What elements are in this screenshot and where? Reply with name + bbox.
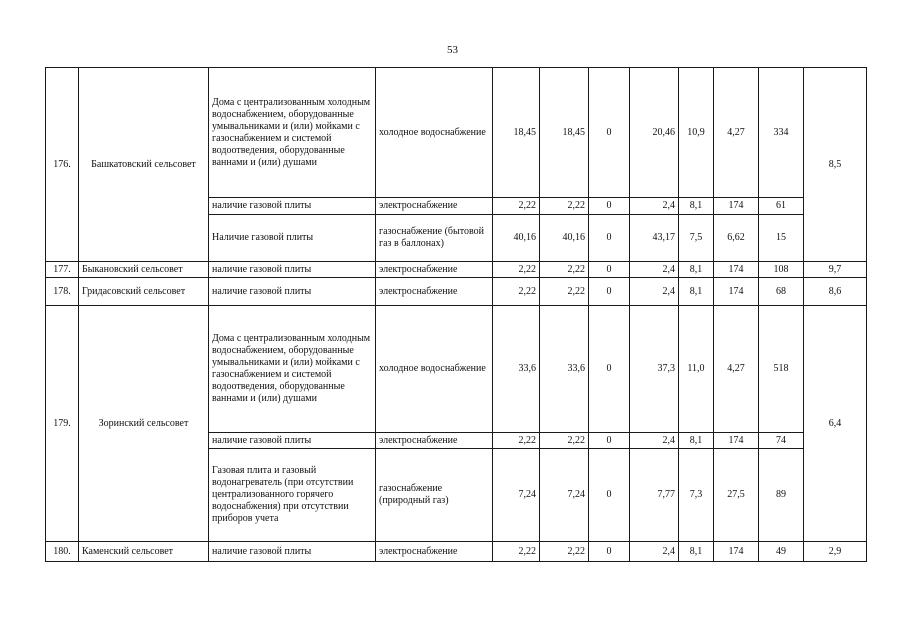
value-cell: 0 xyxy=(589,278,630,306)
value-cell: 2,22 xyxy=(493,198,540,215)
table-row xyxy=(46,542,867,562)
value-cell: 0 xyxy=(589,449,630,542)
table-row xyxy=(46,278,867,306)
value-cell: 0 xyxy=(589,68,630,198)
total-cell: 9,7 xyxy=(804,262,867,278)
total-cell: 2,9 xyxy=(804,542,867,562)
page-number: 53 xyxy=(447,44,458,56)
value-cell: 8,1 xyxy=(679,278,714,306)
condition-cell: Наличие газовой плиты xyxy=(209,215,376,262)
value-cell: 174 xyxy=(714,198,759,215)
value-cell: 334 xyxy=(759,68,804,198)
value-cell: 108 xyxy=(759,262,804,278)
condition-cell: наличие газовой плиты xyxy=(209,542,376,562)
value-cell: 174 xyxy=(714,542,759,562)
settlement-name: Зоринский сельсовет xyxy=(79,306,209,542)
service-cell: электроснабжение xyxy=(376,198,493,215)
table-row xyxy=(46,68,867,198)
value-cell: 2,22 xyxy=(493,262,540,278)
value-cell: 18,45 xyxy=(493,68,540,198)
value-cell: 10,9 xyxy=(679,68,714,198)
condition-cell: Дома с централизованным холодным водоснабжением, оборудованные умывальниками и (или) мойками с газоснабжением и системой водоотведения, оборудованные ваннами и (или) душами xyxy=(209,306,376,433)
settlement-name: Каменский сельсовет xyxy=(79,542,209,562)
condition-cell: наличие газовой плиты xyxy=(209,433,376,449)
value-cell: 27,5 xyxy=(714,449,759,542)
value-cell: 0 xyxy=(589,262,630,278)
value-cell: 20,46 xyxy=(630,68,679,198)
value-cell: 2,22 xyxy=(493,542,540,562)
service-cell: газоснабжение (природный газ) xyxy=(376,449,493,542)
value-cell: 6,62 xyxy=(714,215,759,262)
value-cell: 2,22 xyxy=(493,433,540,449)
value-cell: 74 xyxy=(759,433,804,449)
value-cell: 518 xyxy=(759,306,804,433)
value-cell: 43,17 xyxy=(630,215,679,262)
value-cell: 0 xyxy=(589,433,630,449)
value-cell: 2,22 xyxy=(540,278,589,306)
value-cell: 7,24 xyxy=(493,449,540,542)
value-cell: 8,1 xyxy=(679,433,714,449)
row-number: 176. xyxy=(46,68,79,262)
settlement-name: Башкатовский сельсовет xyxy=(79,68,209,262)
value-cell: 2,4 xyxy=(630,262,679,278)
value-cell: 33,6 xyxy=(540,306,589,433)
condition-cell: наличие газовой плиты xyxy=(209,262,376,278)
value-cell: 8,1 xyxy=(679,262,714,278)
condition-cell: Дома с централизованным холодным водоснабжением, оборудованные умывальниками и (или) мойками с газоснабжением и системой водоотведения, оборудованные ваннами и (или) душами xyxy=(209,68,376,198)
value-cell: 18,45 xyxy=(540,68,589,198)
value-cell: 0 xyxy=(589,198,630,215)
table-row xyxy=(46,306,867,433)
row-number: 179. xyxy=(46,306,79,542)
value-cell: 68 xyxy=(759,278,804,306)
value-cell: 89 xyxy=(759,449,804,542)
value-cell: 11,0 xyxy=(679,306,714,433)
settlement-name: Гридасовский сельсовет xyxy=(79,278,209,306)
value-cell: 2,4 xyxy=(630,542,679,562)
value-cell: 0 xyxy=(589,542,630,562)
value-cell: 37,3 xyxy=(630,306,679,433)
value-cell: 8,1 xyxy=(679,198,714,215)
value-cell: 0 xyxy=(589,215,630,262)
service-cell: электроснабжение xyxy=(376,278,493,306)
service-cell: электроснабжение xyxy=(376,262,493,278)
service-cell: электроснабжение xyxy=(376,433,493,449)
value-cell: 33,6 xyxy=(493,306,540,433)
row-number: 177. xyxy=(46,262,79,278)
value-cell: 49 xyxy=(759,542,804,562)
value-cell: 2,22 xyxy=(540,542,589,562)
condition-cell: Газовая плита и газовый водонагреватель (при отсутствии централизованного горячего водоснабжения) при отсутствии приборов учета xyxy=(209,449,376,542)
tariff-table xyxy=(45,67,867,562)
value-cell: 7,3 xyxy=(679,449,714,542)
value-cell: 7,24 xyxy=(540,449,589,542)
value-cell: 0 xyxy=(589,306,630,433)
value-cell: 2,4 xyxy=(630,278,679,306)
value-cell: 2,4 xyxy=(630,198,679,215)
condition-cell: наличие газовой плиты xyxy=(209,278,376,306)
value-cell: 174 xyxy=(714,262,759,278)
condition-cell: наличие газовой плиты xyxy=(209,198,376,215)
value-cell: 2,22 xyxy=(540,262,589,278)
total-cell: 6,4 xyxy=(804,306,867,542)
value-cell: 7,5 xyxy=(679,215,714,262)
value-cell: 15 xyxy=(759,215,804,262)
row-number: 180. xyxy=(46,542,79,562)
value-cell: 4,27 xyxy=(714,68,759,198)
service-cell: электроснабжение xyxy=(376,542,493,562)
service-cell: газоснабжение (бытовой газ в баллонах) xyxy=(376,215,493,262)
value-cell: 2,22 xyxy=(540,198,589,215)
value-cell: 2,22 xyxy=(493,278,540,306)
value-cell: 61 xyxy=(759,198,804,215)
service-cell: холодное водоснабжение xyxy=(376,306,493,433)
row-number: 178. xyxy=(46,278,79,306)
value-cell: 174 xyxy=(714,278,759,306)
total-cell: 8,5 xyxy=(804,68,867,262)
service-cell: холодное водоснабжение xyxy=(376,68,493,198)
total-cell: 8,6 xyxy=(804,278,867,306)
settlement-name: Быкановский сельсовет xyxy=(79,262,209,278)
value-cell: 40,16 xyxy=(540,215,589,262)
value-cell: 40,16 xyxy=(493,215,540,262)
value-cell: 4,27 xyxy=(714,306,759,433)
value-cell: 2,4 xyxy=(630,433,679,449)
table-row xyxy=(46,262,867,278)
value-cell: 2,22 xyxy=(540,433,589,449)
value-cell: 174 xyxy=(714,433,759,449)
value-cell: 8,1 xyxy=(679,542,714,562)
value-cell: 7,77 xyxy=(630,449,679,542)
